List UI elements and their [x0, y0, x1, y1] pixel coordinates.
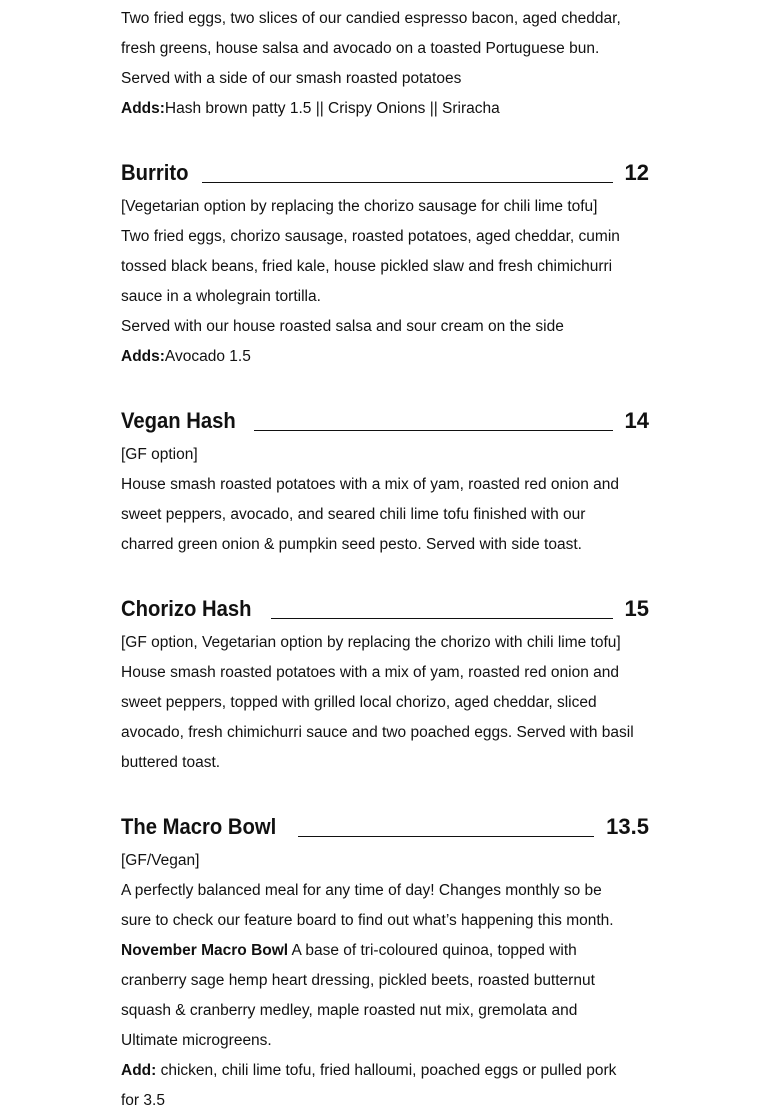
description-line: Served with our house roasted salsa and sour cream on the side	[121, 318, 564, 335]
menu-item-name: Burrito	[121, 160, 189, 185]
dotted-leader	[271, 617, 613, 619]
description-line: [Vegetarian option by replacing the chorizo sausage for chili lime tofu]	[121, 198, 598, 215]
menu-item-price: 15	[624, 596, 649, 621]
adds-label: Adds:	[121, 348, 165, 365]
menu-item-header	[121, 398, 649, 436]
menu-item-name: Chorizo Hash	[121, 596, 252, 621]
adds-line	[121, 94, 649, 124]
description-line: [GF option]	[121, 446, 198, 463]
feature-line	[121, 936, 649, 966]
adds-label: Add:	[121, 1062, 157, 1079]
menu-item-macro-bowl	[121, 804, 649, 1116]
description-line: Served with a side of our smash roasted potatoes	[121, 70, 462, 87]
description-line: House smash roasted potatoes with a mix of yam, roasted red onion and	[121, 664, 619, 681]
menu-page	[121, 4, 649, 1116]
menu-item-chorizo-hash	[121, 586, 649, 778]
menu-item-price: 13.5	[606, 814, 649, 839]
menu-item-header	[121, 586, 649, 624]
menu-item-price: 12	[624, 160, 649, 185]
adds-text: Hash brown patty 1.5 || Crispy Onions || Sriracha	[164, 100, 500, 117]
menu-item-price: 14	[624, 408, 649, 433]
feature-text: A base of tri-coloured quinoa, topped with	[288, 942, 577, 959]
description-line: charred green onion & pumpkin seed pesto. Served with side toast.	[121, 536, 582, 553]
description-line: squash & cranberry medley, maple roasted nut mix, gremolata and	[121, 1002, 578, 1019]
description-line: Ultimate microgreens.	[121, 1032, 272, 1049]
menu-item-header	[121, 804, 649, 842]
description-line: Two fried eggs, chorizo sausage, roasted potatoes, aged cheddar, cumin	[121, 228, 620, 245]
description-line: cranberry sage hemp heart dressing, pickled beets, roasted butternut	[121, 972, 595, 989]
menu-item-name: Vegan Hash	[121, 408, 236, 433]
description-line: for 3.5	[121, 1092, 165, 1109]
menu-item-intro-description	[121, 4, 649, 124]
description-line: Two fried eggs, two slices of our candied espresso bacon, aged cheddar,	[121, 10, 621, 27]
description-line: sure to check our feature board to find out what’s happening this month.	[121, 912, 614, 929]
description-line: sweet peppers, topped with grilled local chorizo, aged cheddar, sliced	[121, 694, 597, 711]
description-line: buttered toast.	[121, 754, 221, 771]
menu-item-header	[121, 150, 649, 188]
menu-item-burrito	[121, 150, 649, 372]
menu-item-vegan-hash	[121, 398, 649, 560]
dotted-leader	[202, 181, 612, 183]
description-line: sauce in a wholegrain tortilla.	[121, 288, 321, 305]
description-line: A perfectly balanced meal for any time of day! Changes monthly so be	[121, 882, 602, 899]
dotted-leader	[254, 429, 613, 431]
description-line: sweet peppers, avocado, and seared chili lime tofu finished with our	[121, 506, 586, 523]
adds-text: Avocado 1.5	[164, 348, 251, 365]
adds-label: Adds:	[121, 100, 165, 117]
feature-label: November Macro Bowl	[121, 942, 289, 959]
description-line: avocado, fresh chimichurri sauce and two poached eggs. Served with basil	[121, 724, 634, 741]
description-line: House smash roasted potatoes with a mix of yam, roasted red onion and	[121, 476, 619, 493]
description-line: [GF/Vegan]	[121, 852, 200, 869]
adds-line	[121, 1056, 649, 1086]
adds-text: chicken, chili lime tofu, fried halloumi, poached eggs or pulled pork	[156, 1062, 617, 1079]
dotted-leader	[298, 835, 594, 837]
menu-item-name: The Macro Bowl	[121, 814, 277, 839]
adds-line	[121, 342, 649, 372]
description-line: [GF option, Vegetarian option by replacing the chorizo with chili lime tofu]	[121, 634, 621, 651]
description-line: tossed black beans, fried kale, house pickled slaw and fresh chimichurri	[121, 258, 613, 275]
description-line: fresh greens, house salsa and avocado on a toasted Portuguese bun.	[121, 40, 600, 57]
